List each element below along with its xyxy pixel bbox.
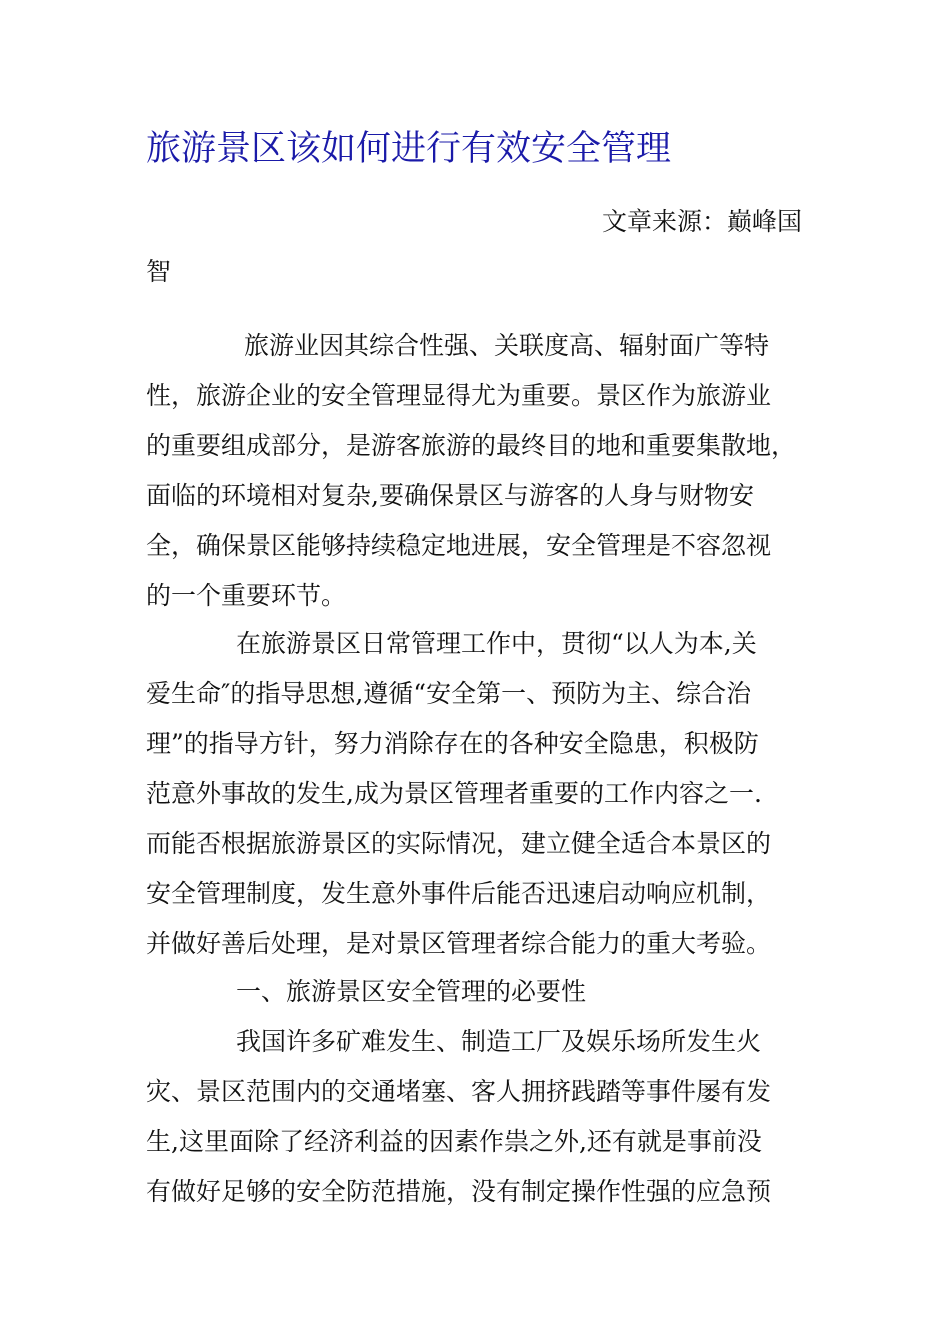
section-heading: 一、旅游景区安全管理的必要性 (236, 977, 587, 1006)
body-line: 生,这里面除了经济利益的因素作祟之外,还有就是事前没 (146, 1127, 762, 1156)
body-line: 面临的环境相对复杂,要确保景区与游客的人身与财物安 (146, 481, 754, 510)
body-line: 性，旅游企业的安全管理显得尤为重要。景区作为旅游业 (146, 381, 772, 410)
body-line: 旅游业因其综合性强、关联度高、辐射面广等特 (244, 331, 770, 360)
body-line: 在旅游景区日常管理工作中，贯彻“以人为本,关 (236, 629, 757, 658)
body-line: 而能否根据旅游景区的实际情况，建立健全适合本景区的 (146, 829, 772, 858)
article-source: 文章来源：巅峰国 (601, 207, 802, 236)
document-title: 旅游景区该如何进行有效安全管理 (146, 129, 672, 169)
body-line: 安全管理制度，发生意外事件后能否迅速启动响应机制， (146, 879, 772, 908)
body-line: 有做好足够的安全防范措施，没有制定操作性强的应急预 (146, 1177, 772, 1206)
body-line: 的一个重要环节。 (146, 581, 347, 610)
body-line: 我国许多矿难发生、制造工厂及娱乐场所发生火 (236, 1027, 762, 1056)
body-line: 范意外事故的发生,成为景区管理者重要的工作内容之一. (146, 779, 762, 808)
body-line: 爱生命″的指导思想,遵循“安全第一、预防为主、综合治 (146, 679, 752, 708)
article-source-continued: 智 (146, 257, 172, 286)
body-line: 并做好善后处理，是对景区管理者综合能力的重大考验。 (146, 929, 772, 958)
body-line: 理”的指导方针，努力消除存在的各种安全隐患，积极防 (146, 729, 759, 758)
body-line: 的重要组成部分，是游客旅游的最终目的地和重要集散地， (146, 431, 797, 460)
body-line: 全，确保景区能够持续稳定地进展，安全管理是不容忽视 (146, 531, 772, 560)
body-line: 灾、景区范围内的交通堵塞、客人拥挤践踏等事件屡有发 (146, 1077, 772, 1106)
